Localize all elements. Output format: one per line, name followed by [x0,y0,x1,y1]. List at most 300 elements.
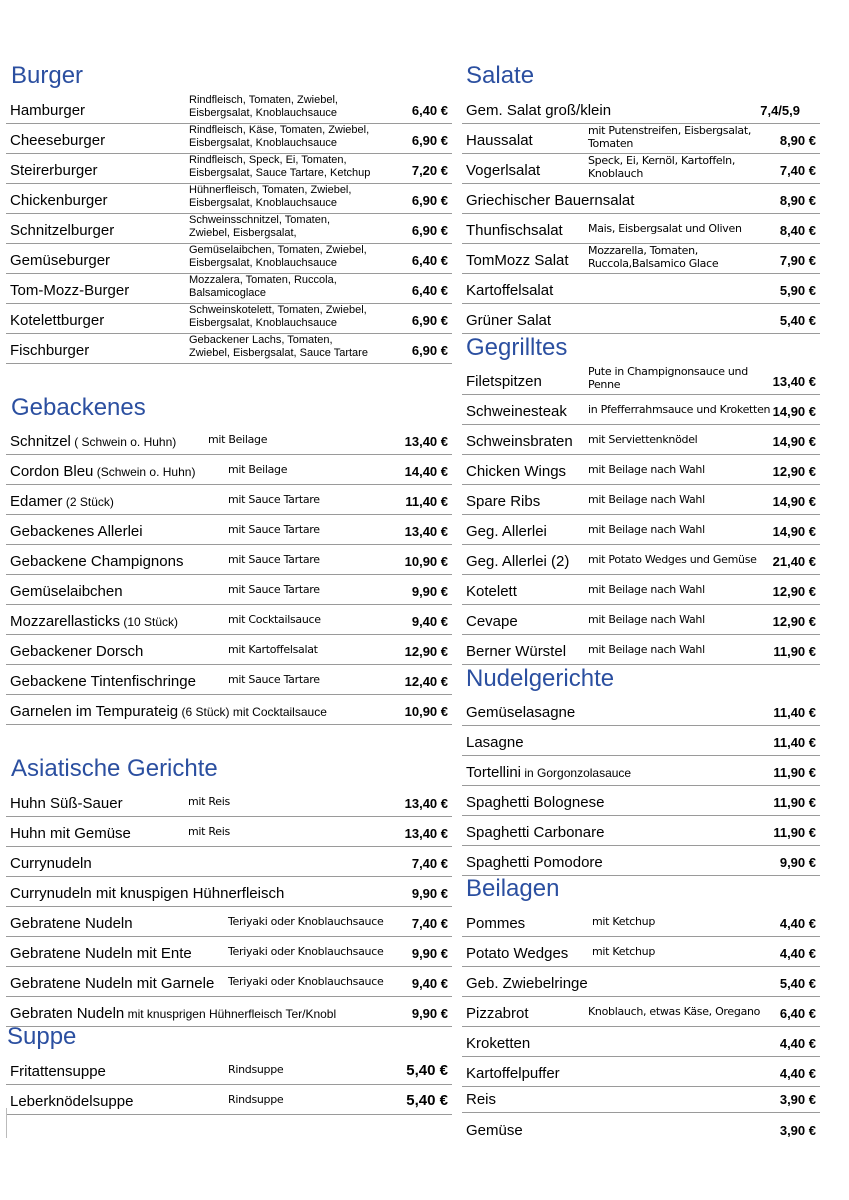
item-description [228,493,320,506]
item-name [466,704,575,721]
item-description [228,643,318,656]
item-description-line: Teriyaki oder Knoblauchsauce [228,915,384,928]
item-price: 14,90 € [772,404,816,419]
item-name [10,162,98,179]
item-price: 13,40 € [404,826,448,841]
item-description-line: Eisbergsalat, Knoblauchsauce [189,197,337,209]
menu-item-geg-allerlei [462,515,820,545]
item-price: 5,40 € [779,976,816,991]
menu-item-tom-mozz-burger [6,274,452,304]
menu-item-kartoffelpuffer [462,1057,820,1087]
item-description-line: mit Beilage nach Wahl [588,643,705,656]
menu-item-gem-salat-gro-klein [462,94,820,124]
item-name-text: Fritattensuppe [10,1063,106,1080]
item-description-line: Rindsuppe [228,1093,284,1106]
item-description [588,493,705,506]
item-description [189,214,330,240]
item-name [466,1005,529,1022]
item-description [588,124,751,150]
item-price: 5,40 € [406,1062,448,1079]
item-name-text: Gemüseburger [10,252,111,269]
item-name-text: Garnelen im Tempurateig [10,703,179,720]
item-price: 11,40 € [773,735,816,750]
item-price: 13,40 € [404,524,448,539]
item-name [466,102,611,119]
item-name [10,342,89,359]
item-price: 7,4/5,9 [760,103,800,118]
item-description [228,1093,283,1106]
item-description [228,613,321,626]
item-name [10,463,195,480]
item-description-line: mit Cocktailsauce [228,613,321,626]
item-price: 11,90 € [773,765,816,780]
menu-item-gemuseburger [6,244,452,274]
item-description-line: mit Kartoffelsalat [228,643,318,656]
item-name [466,643,566,660]
section-heading-nudelgerichte: Nudelgerichte [466,665,615,692]
menu-item-gemuse [462,1113,820,1143]
item-description-line: mit Sauce Tartare [228,553,320,566]
item-name [10,1063,106,1080]
item-name-text: Huhn mit Gemüse [10,825,131,842]
menu-item-huhn-mit-gemuse [6,817,452,847]
item-name [466,734,524,751]
item-name [10,795,123,812]
menu-item-haussalat [462,124,820,154]
menu-item-gebratene-nudeln-mit-ente [6,937,452,967]
item-description-line: mit Sauce Tartare [228,673,320,686]
item-price: 11,90 € [773,644,816,659]
item-price: 4,40 € [779,946,816,961]
menu-item-gebackener-dorsch [6,635,452,665]
item-name-text: TomMozz Salat [466,252,569,269]
item-name [466,583,517,600]
item-name [10,1093,133,1110]
item-name-text: Pommes [466,915,526,932]
item-name-text: Hamburger [10,102,86,119]
menu-item-chickenburger [6,184,452,214]
menu-item-kotelett [462,575,820,605]
item-price: 9,90 € [411,886,448,901]
item-description [189,94,338,120]
item-name-text: Currynudeln mit knuspigen Hühnerfleisch [10,885,285,902]
item-name [10,855,92,872]
item-description-line: mit Reis [188,825,230,838]
item-name-text: Potato Wedges [466,945,569,962]
item-name-text: Gebackenes Allerlei [10,523,143,540]
item-name-text: Reis [466,1091,497,1108]
menu-item-edamer [6,485,452,515]
item-price: 9,90 € [779,855,816,870]
item-name-text: Thunfischsalat [466,222,563,239]
item-price: 4,40 € [779,1036,816,1051]
item-description [208,433,267,446]
item-price: 6,90 € [411,193,448,208]
item-name [466,794,604,811]
item-name-text: Filetspitzen [466,373,542,390]
menu-item-fischburger [6,334,452,364]
item-name-text: Geg. Allerlei [466,523,547,540]
item-description [228,915,383,928]
item-description-line: Mozzalera, Tomaten, Ruccola, [189,274,337,286]
item-price: 6,40 € [411,283,448,298]
item-name-text: Gemüselaibchen [10,583,123,600]
item-description-line: Eisbergsalat, Knoblauchsauce [189,317,337,329]
menu-item-garnelen-im-tempurateig [6,695,452,725]
item-name-text: Kotelett [466,583,517,600]
menu-item-gebackenes-allerlei [6,515,452,545]
item-price: 12,90 € [772,464,816,479]
item-name [466,1091,496,1108]
menu-item-currynudeln [6,847,452,877]
item-name [466,1122,523,1139]
item-name [466,192,634,209]
item-description [588,583,705,596]
item-name-note: ( Schwein o. Huhn) [70,435,177,449]
item-name-text: Spaghetti Pomodore [466,854,603,871]
item-price: 11,40 € [405,494,448,509]
item-name [10,312,104,329]
item-name [10,102,85,119]
menu-item-gebackene-champignons [6,545,452,575]
menu-item-steirerburger [6,154,452,184]
item-name-text: Gebackener Dorsch [10,643,144,660]
item-description [228,1063,283,1076]
item-price: 8,90 € [779,133,816,148]
menu-item-cordon-bleu [6,455,452,485]
menu-item-gebackene-tintenfischringe [6,665,452,695]
item-name-text: Steirerburger [10,162,98,179]
item-description-line: Zwiebel, Eisbergsalat, Sauce Tartare [189,347,368,359]
item-description-line: Schweinsschnitzel, Tomaten, [189,214,331,226]
menu-item-pommes [462,907,820,937]
item-name-text: Tom-Mozz-Burger [10,282,130,299]
item-description-line: Teriyaki oder Knoblauchsauce [228,975,384,988]
item-name [10,673,196,690]
item-description-line: Penne [588,378,621,391]
section-heading-beilagen: Beilagen [466,875,560,902]
item-name-text: Lasagne [466,734,524,751]
menu-item-leberknodelsuppe [6,1085,452,1115]
item-description-line: mit Beilage nach Wahl [588,613,705,626]
item-price: 7,40 € [411,916,448,931]
item-name-text: Kartoffelsalat [466,282,554,299]
item-name-text: Vogerlsalat [466,162,541,179]
item-name [466,1035,530,1052]
item-name [466,915,525,932]
item-price: 6,90 € [411,133,448,148]
menu-item-gebratene-nudeln-mit-garnele [6,967,452,997]
menu-item-lasagne [462,726,820,756]
item-price: 5,40 € [779,313,816,328]
item-name [466,162,540,179]
menu-item-griechischer-bauernsalat [462,184,820,214]
item-price: 9,90 € [411,1006,448,1021]
menu-item-schnitzelburger [6,214,452,244]
item-description [588,643,705,656]
item-name-text: Schweinsbraten [466,433,573,450]
item-description-line: mit Ketchup [592,945,656,958]
menu-item-cevape [462,605,820,635]
menu-item-kartoffelsalat [462,274,820,304]
item-description [588,154,735,180]
item-description [228,673,320,686]
item-name [10,433,176,450]
item-name-text: Cordon Bleu [10,463,94,480]
item-name-note: in Gorgonzolasauce [521,766,632,780]
item-name-text: Geb. Zwiebelringe [466,975,588,992]
item-name-text: Pizzabrot [466,1005,529,1022]
item-description-line: Speck, Ei, Kernöl, Kartoffeln, [588,154,736,167]
item-price: 8,90 € [779,193,816,208]
item-description [189,304,367,330]
item-description [588,222,742,235]
item-price: 7,40 € [411,856,448,871]
menu-item-huhn-su-sauer [6,787,452,817]
item-name [466,282,553,299]
item-name-text: Chickenburger [10,192,108,209]
item-name [10,703,327,720]
item-description-line: mit Sauce Tartare [228,523,320,536]
item-description [592,915,655,928]
item-price: 5,40 € [406,1092,448,1109]
menu-item-currynudeln-mit-knuspigen-huhnerfleisch [6,877,452,907]
item-description-line: Tomaten [588,137,633,150]
item-description [189,154,370,180]
item-description [228,975,383,988]
item-price: 6,40 € [411,253,448,268]
item-name [10,643,143,660]
item-description-line: Rindfleisch, Käse, Tomaten, Zwiebel, [189,124,370,136]
menu-item-gemuselasagne [462,696,820,726]
item-price: 12,90 € [772,584,816,599]
item-name-text: Huhn Süß-Sauer [10,795,123,812]
item-description-line: mit Putenstreifen, Eisbergsalat, [588,124,752,137]
item-price: 3,90 € [779,1123,816,1138]
item-name-text: Spare Ribs [466,493,541,510]
item-price: 5,90 € [779,283,816,298]
item-price: 6,40 € [411,103,448,118]
item-description-line: Schweinskotelett, Tomaten, Zwiebel, [189,304,367,316]
item-name [466,252,569,269]
item-description-line: Balsamicoglace [189,287,267,299]
item-price: 12,40 € [404,674,448,689]
item-description [588,403,770,416]
menu-item-berner-wurstel [462,635,820,665]
item-price: 14,40 € [404,464,448,479]
item-name [466,764,631,781]
item-name-text: Currynudeln [10,855,92,872]
menu-item-fritattensuppe [6,1055,452,1085]
item-description [588,553,757,566]
item-price: 12,90 € [404,644,448,659]
item-name-text: Schnitzel [10,433,71,450]
page-margin-mark [6,1108,7,1138]
item-name [466,222,563,239]
item-description [228,583,320,596]
item-description [588,463,705,476]
item-price: 13,40 € [772,374,816,389]
item-name-text: Gebratene Nudeln mit Ente [10,945,192,962]
item-price: 4,40 € [779,916,816,931]
item-description [188,825,230,838]
item-name [10,252,110,269]
item-description [588,365,748,391]
menu-item-tommozz-salat [462,244,820,274]
item-name [10,282,129,299]
item-name [10,523,143,540]
item-description-line: mit Sauce Tartare [228,583,320,596]
item-description-line: mit Beilage nach Wahl [588,583,705,596]
item-name [10,975,214,992]
item-name [10,1005,336,1022]
item-name [466,463,566,480]
item-description [189,334,368,360]
item-name-text: Haussalat [466,132,533,149]
item-name-text: Cheeseburger [10,132,106,149]
item-name-text: Berner Würstel [466,643,567,660]
item-name-text: Fischburger [10,342,90,359]
item-name-text: Kroketten [466,1035,531,1052]
item-price: 10,90 € [404,704,448,719]
item-description [189,184,351,210]
item-name-text: Schweinesteak [466,403,567,420]
menu-item-gebratene-nudeln [6,907,452,937]
item-description-line: mit Potato Wedges und Gemüse [588,553,757,566]
menu-item-schweinesteak [462,395,820,425]
item-description-line: Gemüselaibchen, Tomaten, Zwiebel, [189,244,367,256]
menu-item-mozzarellasticks [6,605,452,635]
item-name [466,975,588,992]
menu-item-vogerlsalat [462,154,820,184]
item-name [466,433,573,450]
menu-item-gemuselaibchen [6,575,452,605]
item-name [466,493,540,510]
item-price: 13,40 € [404,434,448,449]
section-heading-gegrilltes: Gegrilltes [466,334,568,361]
item-price: 6,90 € [411,343,448,358]
item-price: 4,40 € [779,1066,816,1081]
item-description [592,945,655,958]
menu-item-geg-allerlei-2 [462,545,820,575]
item-description-line: mit Beilage [228,463,288,476]
item-name-text: Edamer [10,493,63,510]
item-description-line: Eisbergsalat, Sauce Tartare, Ketchup [189,167,371,179]
item-description-line: Zwiebel, Eisbergsalat, [189,227,297,239]
item-description-line: mit Serviettenknödel [588,433,698,446]
item-name-text: Gemüse [466,1122,523,1139]
item-name-text: Tortellini [466,764,522,781]
menu-item-kroketten [462,1027,820,1057]
item-description-line: mit Reis [188,795,230,808]
item-description [189,244,367,270]
item-name [466,523,547,540]
item-name [466,132,533,149]
item-name [10,222,114,239]
item-name [10,885,284,902]
item-price: 6,90 € [411,313,448,328]
item-name-text: Chicken Wings [466,463,567,480]
item-description-line: Ruccola,Balsamico Glace [588,257,719,270]
item-description [588,613,705,626]
item-name-note: (2 Stück) [62,495,114,509]
item-name-text: Schnitzelburger [10,222,115,239]
item-name [10,132,105,149]
item-name-text: Gebraten Nudeln [10,1005,125,1022]
item-price: 14,90 € [772,524,816,539]
item-description-line: Knoblauch [588,167,643,180]
item-name [466,403,567,420]
section-heading-suppe: Suppe [7,1023,77,1050]
item-price: 7,90 € [779,253,816,268]
item-name [466,373,542,390]
item-name [10,915,133,932]
item-price: 8,40 € [779,223,816,238]
item-name [10,553,183,570]
item-price: 9,90 € [411,946,448,961]
item-price: 3,90 € [779,1092,816,1107]
item-name-note: mit knusprigen Hühnerfleisch Ter/Knobl [124,1007,337,1021]
item-price: 9,90 € [411,584,448,599]
menu-item-spare-ribs [462,485,820,515]
section-heading-gebackenes: Gebackenes [11,394,146,421]
menu-item-reis [462,1087,820,1113]
section-heading-burger: Burger [11,62,84,89]
item-description [189,274,337,300]
item-description-line: Rindfleisch, Speck, Ei, Tomaten, [189,154,347,166]
menu-item-spaghetti-carbonare [462,816,820,846]
item-price: 11,90 € [773,795,816,810]
item-description-line: Rindfleisch, Tomaten, Zwiebel, [189,94,338,106]
item-description-line: mit Sauce Tartare [228,493,320,506]
item-description [588,433,697,446]
item-name [10,583,123,600]
item-description-line: Hühnerfleisch, Tomaten, Zwiebel, [189,184,352,196]
item-price: 21,40 € [772,554,816,569]
item-description-line: mit Beilage nach Wahl [588,463,705,476]
menu-item-spaghetti-pomodore [462,846,820,876]
item-description-line: Mozzarella, Tomaten, [588,244,698,257]
section-heading-salate: Salate [466,62,535,89]
item-description-line: Mais, Eisbergsalat und Oliven [588,222,742,235]
item-price: 12,90 € [772,614,816,629]
item-description [588,1005,760,1018]
item-name-text: Spaghetti Bolognese [466,794,605,811]
item-description-line: Eisbergsalat, Knoblauchsauce [189,257,337,269]
item-name [466,824,604,841]
menu-item-chicken-wings [462,455,820,485]
item-name-text: Gebackene Tintenfischringe [10,673,196,690]
item-description-line: Knoblauch, etwas Käse, Oregano [588,1005,761,1018]
item-description [228,523,320,536]
item-name [466,613,518,630]
item-name [10,192,108,209]
item-name-text: Kotelettburger [10,312,105,329]
item-price: 7,40 € [779,163,816,178]
item-name-text: Geg. Allerlei (2) [466,553,570,570]
item-name-text: Mozzarellasticks [10,613,121,630]
item-name-note: (10 Stück) [120,615,179,629]
item-description-line: Eisbergsalat, Knoblauchsauce [189,107,337,119]
item-name [10,825,131,842]
item-price: 9,40 € [411,614,448,629]
item-description [188,795,230,808]
item-name [10,493,114,510]
item-description-line: mit Ketchup [592,915,656,928]
item-name-note: (6 Stück) mit Cocktailsauce [178,705,327,719]
item-description-line: Gebackener Lachs, Tomaten, [189,334,333,346]
menu-item-pizzabrot [462,997,820,1027]
